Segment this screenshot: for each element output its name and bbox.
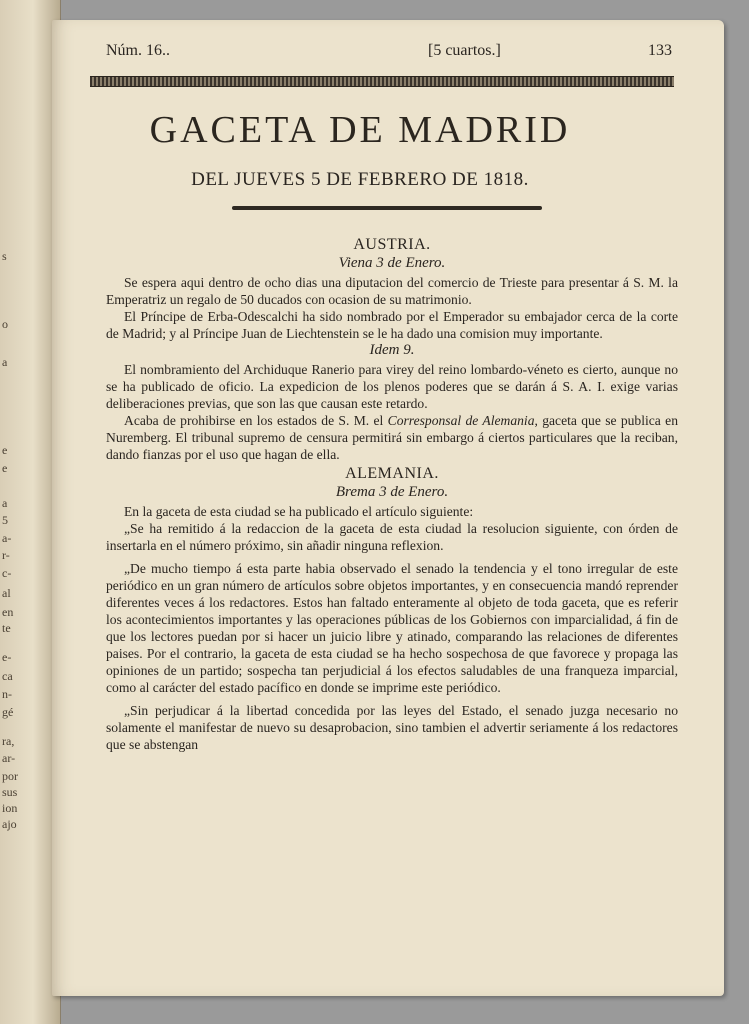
article-body bbox=[106, 234, 678, 753]
spine-fragment: por bbox=[2, 769, 18, 783]
spine-fragment: 5 bbox=[2, 513, 8, 527]
section-heading-austria: AUSTRIA. bbox=[353, 236, 431, 253]
spine-fragment: ajo bbox=[2, 817, 17, 831]
dateline-idem: Idem 9. bbox=[369, 342, 415, 358]
masthead-header-row bbox=[106, 42, 672, 64]
paragraph: „Se ha remitido á la redaccion de la gaceta de esta ciudad la resolucion siguiente, con órden de insertarla en el número próximo, sin añadir ninguna reflexion. bbox=[106, 521, 678, 553]
issue-date: DEL JUEVES 5 DE FEBRERO DE 1818. bbox=[191, 169, 529, 190]
paragraph: „De mucho tiempo á esta parte habia observado el senado la tendencia y el tono irregular de este periódico en un gran número de artículos sobre objetos importantes, y en consecuencia mandó reprender diferentes veces á los redactores. Estos han faltado enteramente al objeto de toda gaceta, que es referir los acontecimientos importantes y las operaciones públicas de los Gobiernos con imparcialidad, á fin de que los lectores puedan por si hacer un juicio libre y atinado, comparando las relaciones de diferentes paises. Por el contrario, la gaceta de esta ciudad se ha hecho sospechosa de que favorece y propaga las opiniones de un partido; sospecha tan perjudicial á los efectos saludables de una franqueza imparcial, como al carácter del estado pacífico en donde se imprime este periódico. bbox=[106, 561, 678, 695]
italic-title: Corresponsal de Alemania bbox=[387, 413, 535, 428]
text-run: Acaba de prohibirse en los estados de S. M. el bbox=[124, 413, 388, 428]
spine-fragment: e bbox=[2, 443, 8, 457]
spine-fragment: a- bbox=[2, 531, 12, 545]
newspaper-page bbox=[52, 20, 724, 996]
spine-fragment: c- bbox=[2, 566, 12, 580]
paragraph: Se espera aqui dentro de ocho dias una diputacion del comercio de Trieste para presentar á S. M. la Emperatriz un regalo de 50 ducados con ocasion de su matrimonio. bbox=[106, 275, 678, 307]
spine-fragment: a bbox=[2, 496, 8, 510]
spine-fragment: te bbox=[2, 621, 11, 635]
spine-fragment: e- bbox=[2, 650, 12, 664]
paragraph: „Sin perjudicar á la libertad concedida por las leyes del Estado, el senado juzga necesario no solamente el manifestar de nuevo su desaprobacion, sino tambien el advertir seriamente á los redactores que se abstengan bbox=[106, 703, 678, 752]
spine-fragment: en bbox=[2, 605, 14, 619]
page-number: 133 bbox=[648, 42, 672, 59]
newspaper-title: GACETA DE MADRID bbox=[149, 109, 571, 151]
spine-fragment: ca bbox=[2, 669, 13, 683]
dateline-viena: Viena 3 de Enero. bbox=[338, 255, 446, 271]
spine-fragment: sus bbox=[2, 785, 18, 799]
paragraph bbox=[106, 412, 678, 463]
paragraph: En la gaceta de esta ciudad se ha publicado el artículo siguiente: bbox=[124, 504, 474, 519]
text-run: , gaceta que se publica en Nuremberg. El tribunal supremo de censura permitirá sin embargo á ciertos particulares que la reciban, dando fianzas por el uso que hagan de ella. bbox=[106, 413, 678, 462]
spine-fragment: gé bbox=[2, 705, 14, 719]
paragraph: El nombramiento del Archiduque Ranerio para virey del reino lombardo-véneto es cierto, aunque no se ha publicado de oficio. La expedicion de los plenos poderes que se darán á S. A. I. exige varias deliberaciones previas, que son las que causan este retardo. bbox=[106, 362, 678, 411]
paragraph: El Príncipe de Erba-Odescalchi ha sido nombrado por el Emperador su embajador cerca de la corte de Madrid; y al Príncipe Juan de Liechtenstein se le ha dado una comision muy importante. bbox=[106, 309, 678, 341]
date-rule bbox=[232, 206, 542, 210]
ornamental-rule bbox=[90, 76, 674, 87]
spine-fragment: ra, bbox=[2, 734, 15, 748]
section-heading-alemania: ALEMANIA. bbox=[345, 465, 439, 482]
issue-number: Núm. 16.. bbox=[106, 42, 170, 59]
spine-fragment: ar- bbox=[2, 751, 16, 765]
spine-fragment: o bbox=[2, 317, 8, 331]
spine-fragment: n- bbox=[2, 687, 12, 701]
spine-fragment: ion bbox=[2, 801, 18, 815]
dateline-brema: Brema 3 de Enero. bbox=[335, 484, 449, 500]
spine-fragment: s bbox=[2, 249, 7, 263]
spine-fragment: a bbox=[2, 355, 8, 369]
spine-fragment: r- bbox=[2, 548, 10, 562]
issue-price: [5 cuartos.] bbox=[428, 42, 501, 59]
spine-fragment: e bbox=[2, 461, 8, 475]
spine-fragment: al bbox=[2, 586, 11, 600]
